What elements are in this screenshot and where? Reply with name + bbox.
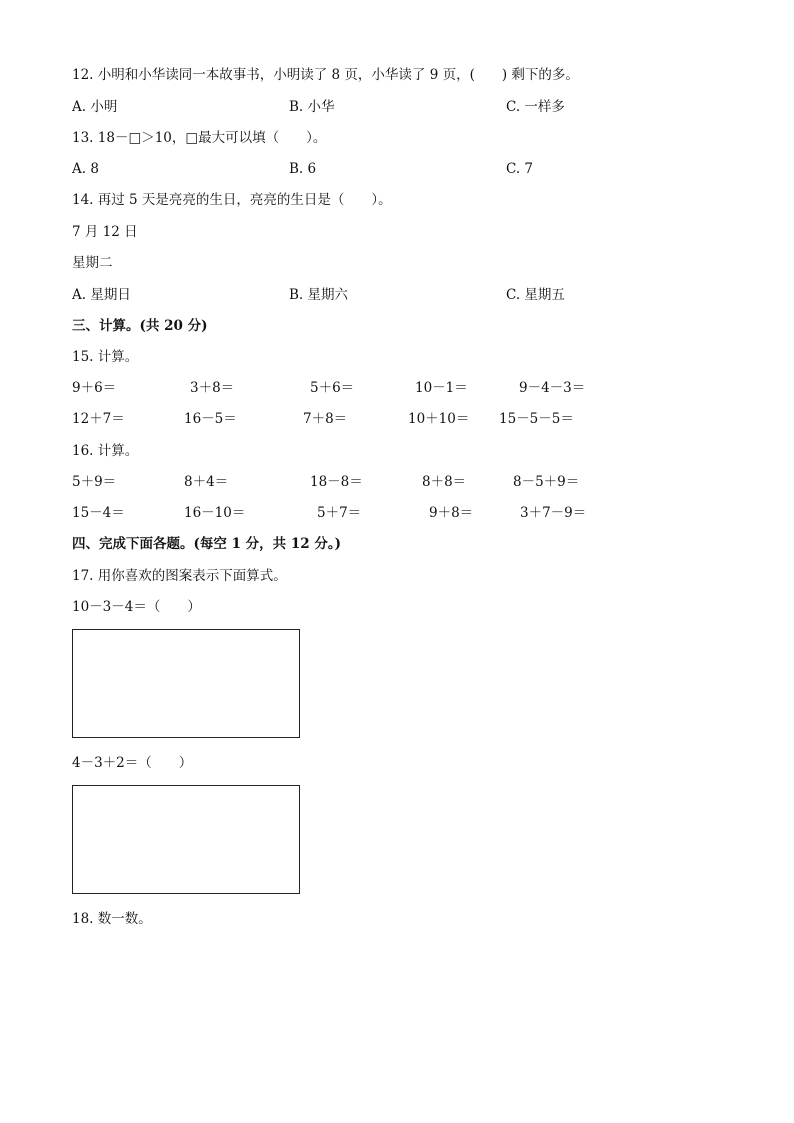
q15-expr: 9－4－3＝ (519, 380, 586, 396)
q12-option-b: B. 小华 (289, 99, 335, 115)
q16-expr: 9＋8＝ (429, 505, 474, 521)
q16-expr: 8＋4＝ (184, 474, 229, 490)
q12-option-a: A. 小明 (72, 99, 118, 115)
q14-option-a: A. 星期日 (72, 287, 131, 303)
q17-expression-1: 10－3－4＝（ ） (72, 599, 201, 615)
q15-expr: 12＋7＝ (72, 411, 125, 427)
q15-expr: 10－1＝ (415, 380, 468, 396)
q16-expr: 18－8＝ (310, 474, 363, 490)
q16-expr: 8－5＋9＝ (513, 474, 580, 490)
q15-expr: 5＋6＝ (310, 380, 355, 396)
q14-date: 7 月 12 日 (72, 224, 138, 240)
q13-stem: 13. 18－□＞10，□最大可以填（ ）。 (72, 130, 327, 146)
q17-expression-2: 4－3＋2＝（ ） (72, 755, 193, 771)
q15-expr: 10＋10＝ (408, 411, 470, 427)
q12-option-c: C. 一样多 (506, 99, 565, 115)
q15-expr: 7＋8＝ (303, 411, 348, 427)
q15-expr: 15－5－5＝ (499, 411, 574, 427)
q16-expr: 15－4＝ (72, 505, 125, 521)
q16-expr: 3＋7－9＝ (520, 505, 587, 521)
q14-option-b: B. 星期六 (289, 287, 349, 303)
q16-expr: 8＋8＝ (422, 474, 467, 490)
q14-stem: 14. 再过 5 天是亮亮的生日，亮亮的生日是（ ）。 (72, 192, 392, 208)
q14-weekday: 星期二 (72, 255, 113, 271)
q17-drawing-box-2[interactable] (72, 785, 300, 894)
q16-expr: 5＋7＝ (317, 505, 362, 521)
section3-heading: 三、计算。(共 20 分) (72, 318, 208, 334)
q13-option-a: A. 8 (72, 161, 99, 177)
q15-expr: 9＋6＝ (72, 380, 117, 396)
section4-heading: 四、完成下面各题。(每空 1 分，共 12 分。) (72, 536, 342, 552)
q13-option-b: B. 6 (289, 161, 317, 177)
q14-option-c: C. 星期五 (506, 287, 565, 303)
q12-stem: 12. 小明和小华读同一本故事书，小明读了 8 页，小华读了 9 页，( ) 剩下的多。 (72, 67, 579, 83)
q16-stem: 16. 计算。 (72, 443, 139, 459)
q13-option-c: C. 7 (506, 161, 534, 177)
q16-expr: 16－10＝ (184, 505, 246, 521)
q18-stem: 18. 数一数。 (72, 911, 152, 927)
q16-expr: 5＋9＝ (72, 474, 117, 490)
q17-drawing-box-1[interactable] (72, 629, 300, 738)
q15-expr: 16－5＝ (184, 411, 237, 427)
q17-stem: 17. 用你喜欢的图案表示下面算式。 (72, 568, 287, 584)
q15-expr: 3＋8＝ (190, 380, 235, 396)
q15-stem: 15. 计算。 (72, 349, 139, 365)
